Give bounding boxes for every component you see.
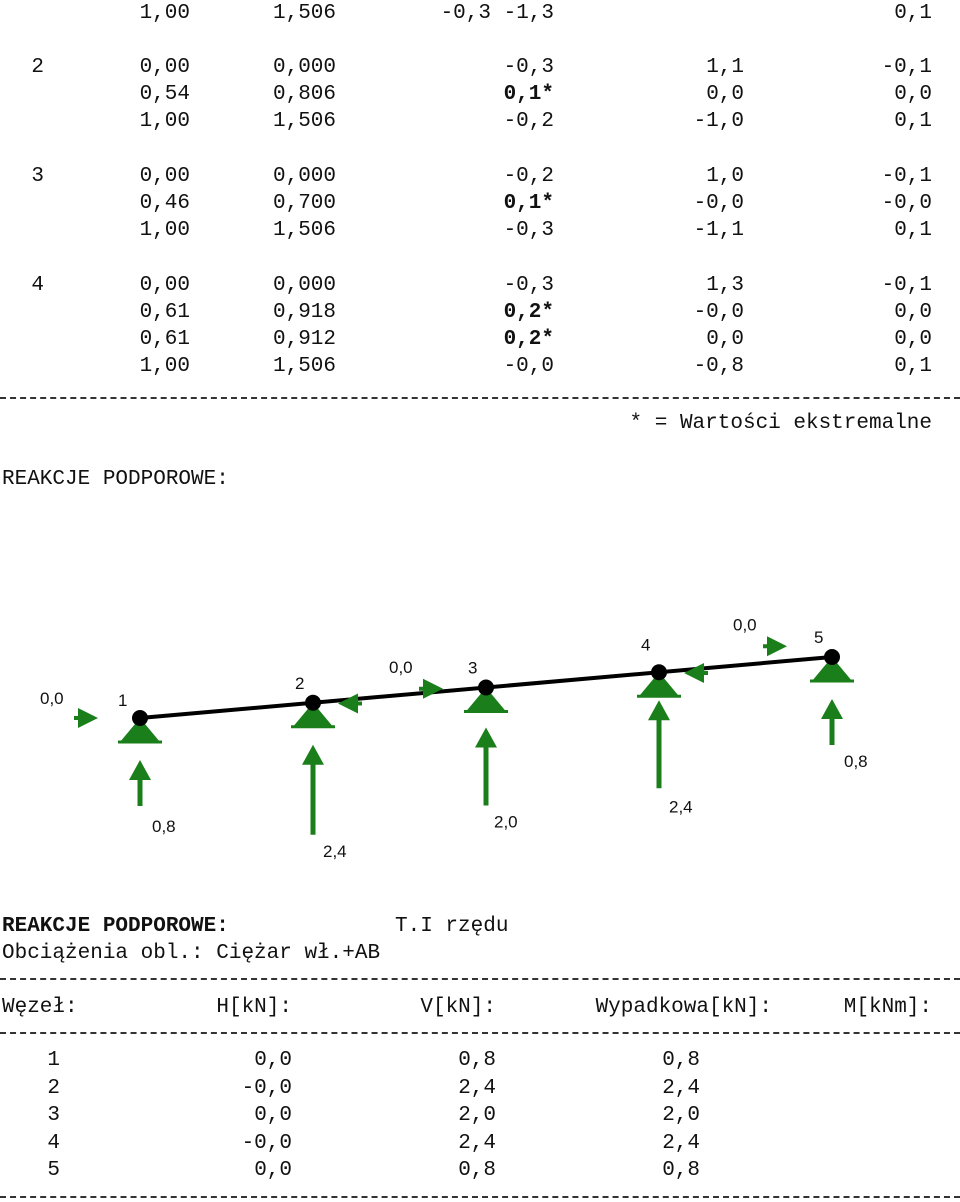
node-label: 2: [295, 673, 305, 693]
cell-m: -0,3 -1,3: [440, 2, 554, 25]
cell-xl: 0,54: [139, 83, 190, 106]
reaction-arrowhead-v: [129, 760, 151, 780]
node-label: 1: [118, 691, 128, 710]
reaction-arrowhead-h: [423, 679, 443, 699]
cell-x: 0,000: [272, 165, 336, 188]
cell-t: 1,3: [706, 274, 744, 297]
cell-xl: 1,00: [139, 219, 190, 242]
reaction-arrowhead-h: [767, 636, 787, 656]
node-point: [132, 710, 148, 726]
reaction-arrowhead-v: [821, 699, 843, 719]
cell-xl: 0,00: [139, 165, 190, 188]
footnote-extremes: * = Wartości ekstremalne: [629, 412, 932, 435]
node-point: [651, 664, 667, 680]
reaction-arrowhead-v: [648, 700, 670, 720]
cell-m: -0,0: [503, 355, 554, 378]
cell-n: 0,1: [894, 219, 932, 242]
cell-n: 0,1: [894, 355, 932, 378]
cell-v: 0,8: [458, 1159, 496, 1182]
cell-bar: 2: [31, 56, 44, 79]
cell-xl: 0,61: [139, 301, 190, 324]
cell-r: 0,8: [662, 1159, 700, 1182]
cell-n: -0,1: [881, 274, 932, 297]
cell-t: -1,0: [693, 110, 744, 133]
cell-h: -0,0: [241, 1076, 292, 1100]
cell-bar: 4: [31, 274, 44, 297]
cell-v: 0,8: [458, 1049, 496, 1072]
cell-xl: 0,00: [139, 56, 190, 79]
divider-table-end: [0, 1196, 960, 1198]
cell-t: -1,1: [693, 219, 744, 242]
reaction-value-h: 0,0: [40, 689, 64, 708]
cell-node: 4: [47, 1131, 60, 1155]
cell-xl: 1,00: [139, 2, 190, 25]
cell-xl: 0,61: [139, 328, 190, 351]
cell-x: 0,912: [272, 328, 336, 351]
cell-x: 0,806: [272, 83, 336, 106]
reaction-arrowhead-h: [338, 694, 358, 714]
cell-v: 2,4: [458, 1131, 496, 1155]
header-h: H[kN]:: [216, 996, 292, 1019]
load-case-label: Obciążenia obl.: Ciężar wł.+AB: [2, 942, 381, 965]
divider-header-top: [0, 978, 960, 980]
cell-node: 2: [47, 1076, 60, 1100]
cell-node: 3: [47, 1104, 60, 1127]
reactions-title: REAKCJE PODPOROWE:: [2, 915, 229, 938]
cell-m: 0,2*: [503, 301, 554, 324]
cell-n: 0,1: [894, 110, 932, 133]
reaction-value-v: 2,0: [494, 812, 518, 832]
cell-h: 0,0: [254, 1159, 292, 1182]
header-v: V[kN]:: [420, 996, 496, 1019]
cell-node: 1: [47, 1049, 60, 1072]
node-point: [824, 649, 840, 665]
reactions-order: T.I rzędu: [395, 915, 509, 938]
reaction-arrowhead-h: [684, 663, 704, 683]
cell-n: -0,1: [881, 165, 932, 188]
cell-n: 0,1: [894, 2, 932, 25]
divider-header-bottom: [0, 1032, 960, 1034]
cell-x: 1,506: [272, 2, 336, 25]
node-label: 4: [641, 635, 651, 655]
node-label: 5: [814, 628, 824, 647]
node-point: [305, 695, 321, 711]
cell-x: 0,000: [272, 56, 336, 79]
reaction-value-v: 0,8: [152, 817, 176, 836]
cell-n: 0,0: [894, 328, 932, 351]
cell-n: -0,1: [881, 56, 932, 79]
cell-v: 2,4: [458, 1076, 496, 1100]
cell-t: -0,8: [693, 355, 744, 378]
cell-m: -0,3: [503, 56, 554, 79]
cell-t: 0,0: [706, 328, 744, 351]
cell-xl: 0,00: [139, 274, 190, 297]
cell-m: 0,1*: [503, 192, 554, 215]
cell-m: -0,3: [503, 274, 554, 297]
cell-h: 0,0: [254, 1104, 292, 1127]
cell-x: 1,506: [272, 110, 336, 133]
reaction-arrowhead-v: [302, 745, 324, 765]
cell-r: 2,4: [662, 1076, 700, 1100]
section-title-reactions-diagram: REAKCJE PODPOROWE:: [2, 468, 229, 491]
reaction-arrowhead-h: [78, 708, 98, 728]
cell-m: 0,2*: [503, 328, 554, 351]
node-point: [478, 680, 494, 696]
cell-x: 0,918: [272, 301, 336, 324]
reaction-value-v: 2,4: [323, 841, 347, 860]
header-resultant: Wypadkowa[kN]:: [595, 996, 772, 1019]
divider-top-table: [0, 397, 960, 399]
cell-t: 1,0: [706, 165, 744, 188]
cell-r: 0,8: [662, 1049, 700, 1072]
cell-x: 0,700: [272, 192, 336, 215]
cell-r: 2,0: [662, 1104, 700, 1127]
reaction-value-v: 0,8: [844, 752, 868, 771]
reaction-value-v: 2,4: [669, 797, 693, 817]
cell-xl: 1,00: [139, 355, 190, 378]
reaction-arrowhead-v: [475, 728, 497, 748]
cell-node: 5: [47, 1159, 60, 1182]
cell-m: -0,3: [503, 219, 554, 242]
cell-x: 1,506: [272, 219, 336, 242]
cell-bar: 3: [31, 165, 44, 188]
cell-m: -0,2: [503, 110, 554, 133]
support-reactions-diagram: [0, 590, 960, 860]
cell-n: 0,0: [894, 301, 932, 324]
cell-n: 0,0: [894, 83, 932, 106]
cell-x: 1,506: [272, 355, 336, 378]
cell-t: 1,1: [706, 56, 744, 79]
cell-xl: 0,46: [139, 192, 190, 215]
header-node: Węzeł:: [2, 996, 78, 1019]
cell-n: -0,0: [881, 192, 932, 215]
cell-t: 0,0: [706, 83, 744, 106]
cell-x: 0,000: [272, 274, 336, 297]
cell-h: 0,0: [254, 1049, 292, 1072]
cell-r: 2,4: [662, 1131, 700, 1155]
cell-m: 0,1*: [503, 83, 554, 106]
cell-t: -0,0: [693, 192, 744, 215]
reaction-value-h: 0,0: [389, 657, 413, 677]
node-label: 3: [468, 658, 478, 678]
cell-t: -0,0: [693, 301, 744, 324]
cell-xl: 1,00: [139, 110, 190, 133]
header-moment: M[kNm]:: [843, 996, 932, 1019]
reaction-value-h: 0,0: [733, 615, 757, 635]
cell-v: 2,0: [458, 1104, 496, 1127]
cell-m: -0,2: [503, 165, 554, 188]
cell-h: -0,0: [241, 1131, 292, 1155]
